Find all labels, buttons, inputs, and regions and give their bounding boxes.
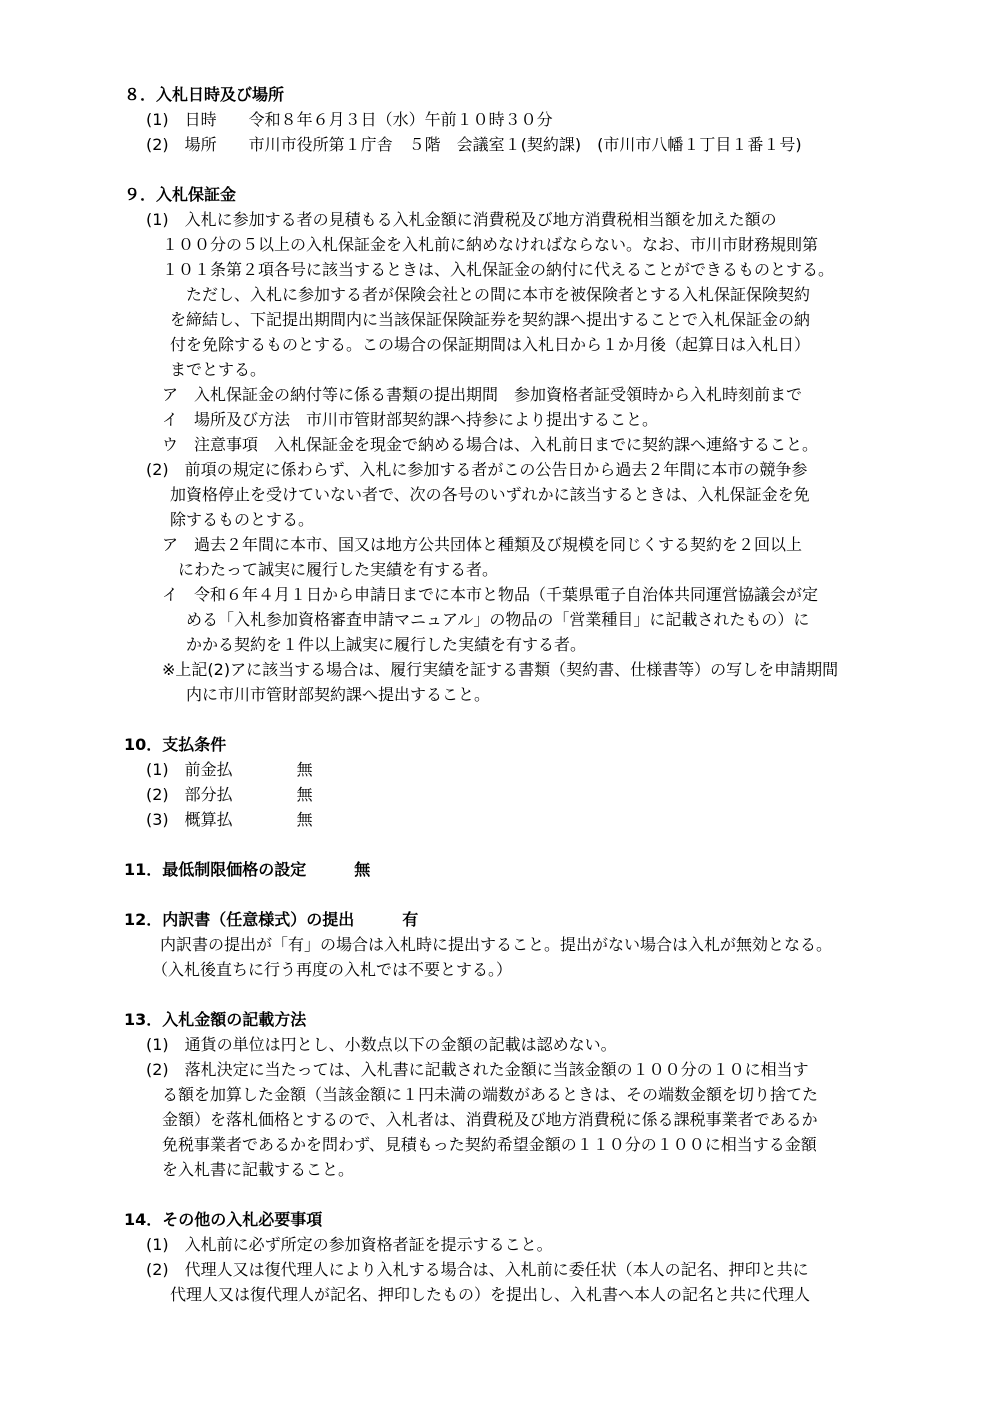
section-10-line-3: (3) 概算払 無 xyxy=(146,810,313,829)
section-10-line-2: (2) 部分払 無 xyxy=(146,785,313,804)
section-13-line-1: (1) 通貨の単位は円とし、小数点以下の金額の記載は認めない。 xyxy=(146,1035,617,1054)
section-9-line-11: (2) 前項の規定に係わらず、入札に参加する者がこの公告日から過去２年間に本市の競争参 xyxy=(146,460,808,479)
section-13-line-5: 免税事業者であるかを問わず、見積もった契約希望金額の１１０分の１００に相当する金額 xyxy=(162,1135,817,1154)
section-13-line-4: 金額）を落札価格とするので、入札者は、消費税及び地方消費税に係る課税事業者であるか xyxy=(162,1110,818,1129)
section-9-line-2: １００分の５以上の入札保証金を入札前に納めなければならない。なお、市川市財務規則第 xyxy=(162,235,819,254)
section-9-line-10: ウ 注意事項 入札保証金を現金で納める場合は、入札前日までに契約課へ連絡すること。 xyxy=(162,435,819,454)
section-13-line-2: (2) 落札決定に当たっては、入札書に記載された金額に当該金額の１００分の１０に相当す xyxy=(146,1060,809,1079)
section-9-line-14: ア 過去２年間に本市、国又は地方公共団体と種類及び規模を同じくする契約を２回以上 xyxy=(162,535,803,554)
section-13-line-6: を入札書に記載すること。 xyxy=(162,1160,355,1179)
section-12-line-2: （入札後直ちに行う再度の入札では不要とする。） xyxy=(152,960,513,979)
section-9-line-18: かかる契約を１件以上誠実に履行した実績を有する者。 xyxy=(186,635,587,654)
section-14-line-1: (1) 入札前に必ず所定の参加資格者証を提示すること。 xyxy=(146,1235,553,1254)
section-8-line-2: (2) 場所 市川市役所第１庁舎 ５階 会議室１(契約課) (市川市八幡１丁目１番１号) xyxy=(146,135,802,154)
section-10-line-1: (1) 前金払 無 xyxy=(146,760,313,779)
section-13-title: 13．入札金額の記載方法 xyxy=(124,1010,307,1029)
section-14-line-2: (2) 代理人又は復代理人により入札する場合は、入札前に委任状（本人の記名、押印と共に xyxy=(146,1260,809,1279)
section-9-line-8: ア 入札保証金の納付等に係る書類の提出期間 参加資格者証受領時から入札時刻前まで xyxy=(162,385,803,404)
section-14-line-3: 代理人又は復代理人が記名、押印したもの）を提出し、入札書へ本人の記名と共に代理人 xyxy=(170,1285,811,1304)
section-11-title: 11．最低制限価格の設定 無 xyxy=(124,860,371,879)
section-9-title: ９．入札保証金 xyxy=(124,185,237,204)
section-9-line-12: 加資格停止を受けていない者で、次の各号のいずれかに該当するときは、入札保証金を免 xyxy=(170,485,810,504)
section-9-line-16: イ 令和６年４月１日から申請日までに本市と物品（千葉県電子自治体共同運営協議会が定 xyxy=(162,585,819,604)
section-9-line-17: める「入札参加資格審査申請マニュアル」の物品の「営業種目」に記載されたもの）に xyxy=(186,610,810,629)
section-12-title: 12．内訳書（任意様式）の提出 有 xyxy=(124,910,419,929)
section-9-line-6: 付を免除するものとする。この場合の保証期間は入札日から１か月後（起算日は入札日） xyxy=(170,335,811,354)
section-9-line-4: ただし、入札に参加する者が保険会社との間に本市を被保険者とする入札保証保険契約 xyxy=(186,285,811,304)
section-8-line-1: (1) 日時 令和８年６月３日（水）午前１０時３０分 xyxy=(146,110,553,129)
section-9-line-13: 除するものとする。 xyxy=(170,510,315,529)
section-13-line-3: る額を加算した金額（当該金額に１円未満の端数があるときは、その端数金額を切り捨てた xyxy=(162,1085,819,1104)
section-9-line-9: イ 場所及び方法 市川市管財部契約課へ持参により提出すること。 xyxy=(162,410,659,429)
section-8-title: ８．入札日時及び場所 xyxy=(124,85,285,104)
section-9-line-1: (1) 入札に参加する者の見積もる入札金額に消費税及び地方消費税相当額を加えた額の xyxy=(146,210,777,229)
section-12-line-1: 内訳書の提出が「有」の場合は入札時に提出すること。提出がない場合は入札が無効となる。 xyxy=(160,935,833,954)
section-9-line-15: にわたって誠実に履行した実績を有する者。 xyxy=(178,560,499,579)
section-9-line-3: １０１条第２項各号に該当するときは、入札保証金の納付に代えることができるものとする。 xyxy=(162,260,835,279)
section-9-line-20: 内に市川市管財部契約課へ提出すること。 xyxy=(186,685,491,704)
section-9-line-7: までとする。 xyxy=(170,360,267,379)
section-10-title: 10．支払条件 xyxy=(124,735,227,754)
section-9-line-5: を締結し、下記提出期間内に当該保証保険証券を契約課へ提出することで入札保証金の納 xyxy=(170,310,811,329)
section-14-title: 14．その他の入札必要事項 xyxy=(124,1210,323,1229)
section-9-line-19: ※上記(2)アに該当する場合は、履行実績を証する書類（契約書、仕様書等）の写しを申請期間 xyxy=(162,660,839,679)
